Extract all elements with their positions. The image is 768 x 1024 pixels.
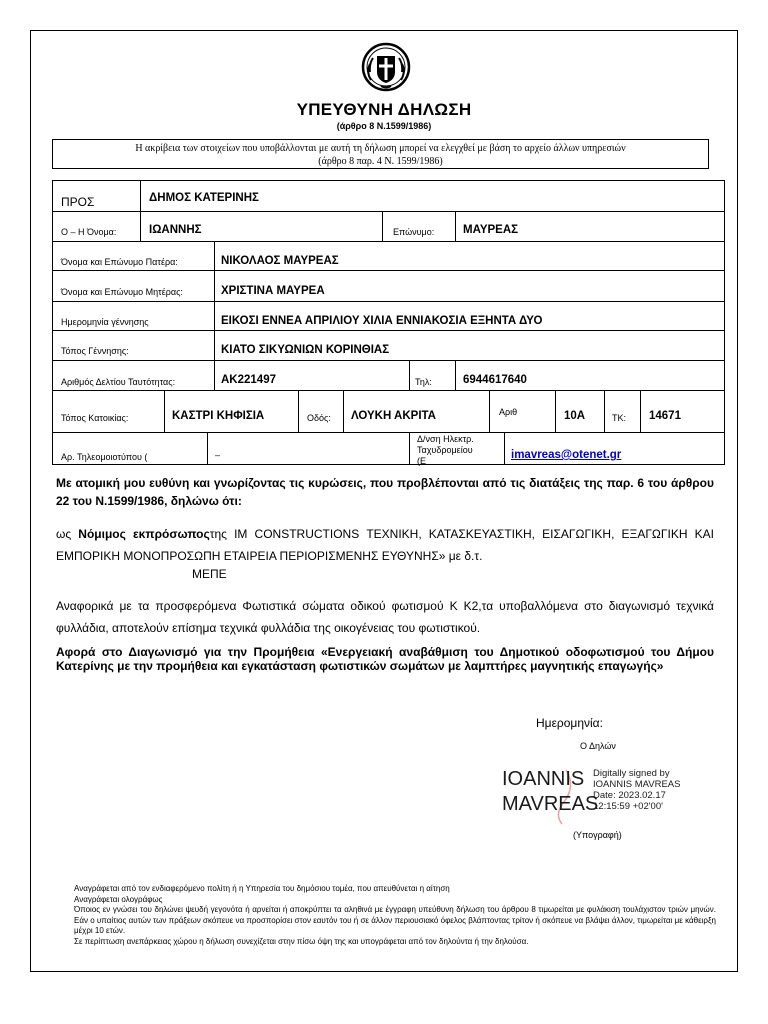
date-label: Ημερομηνία: (536, 716, 603, 730)
number-label: Αριθ (499, 407, 518, 417)
signer-name-first: IOANNIS (502, 768, 585, 790)
phone-value: 6944617640 (463, 374, 527, 386)
email-label-line1: Δ/νση Ηλεκτρ. (417, 434, 474, 444)
email-label-line3: (Ε (417, 456, 426, 466)
signed-time-line: 12:15:59 +02'00' (593, 801, 663, 812)
signed-name-line: IOANNIS MAVREAS (593, 779, 681, 790)
id-label: Αριθμός Δελτίου Ταυτότητας: (61, 377, 176, 387)
signed-by-line: Digitally signed by (593, 768, 670, 779)
email-label-line2: Ταχυδρομείου (417, 445, 473, 455)
document-subtitle: (άρθρο 8 Ν.1599/1986) (336, 121, 432, 131)
fax-label: Αρ. Τηλεομοιοτύπου ( (61, 452, 148, 462)
signature-caption: (Υπογραφή) (573, 830, 622, 840)
id-value: ΑΚ221497 (221, 374, 276, 386)
surname-label: Επώνυμο: (393, 227, 435, 237)
signer-name-last: MAVREAS (502, 793, 599, 815)
technical-sheets-paragraph: Αναφορικά με τα προσφερόμενα Φωτιστικά σώματα οδικού φωτισμού Κ Κ2,τα υποβαλλόμενα στο διαγωνισμό τεχνικά φυλλάδια, αποτελούν επίσημα τεχνικά φυλλάδια της οικογένειας του φωτιστικού. (56, 599, 714, 635)
street-value: ΛΟΥΚΗ ΑΚΡΙΤΑ (351, 410, 436, 422)
accuracy-note-line2: (άρθρο 8 παρ. 4 Ν. 1599/1986) (318, 156, 443, 167)
father-label: Όνομα και Επώνυμο Πατέρα: (61, 257, 178, 267)
rep-title: Νόμιμος εκπρόσωπος (78, 527, 210, 541)
representative-paragraph (56, 523, 714, 567)
name-label: Ο – Η Όνομα: (61, 227, 117, 237)
postcode-value: 14671 (649, 410, 681, 422)
accuracy-note-line1: Η ακρίβεια των στοιχείων που υποβάλλονται με αυτή τη δήλωση μπορεί να ελεγχθεί με βάση το αρχείο άλλων υπηρεσιών (135, 143, 626, 154)
footer-notes (74, 884, 716, 947)
to-value: ΔΗΜΟΣ ΚΑΤΕΡΙΝΗΣ (149, 192, 259, 204)
mother-value: ΧΡΙΣΤΙΝΑ ΜΑΥΡΕΑ (221, 285, 325, 297)
postcode-label: ΤΚ: (612, 413, 627, 423)
declaration-intro: Με ατομική μου ευθύνη και γνωρίζοντας τις κυρώσεις, που προβλέπονται από τις διατάξεις της παρ. 6 του άρθρου 22 του Ν.1599/1986, δηλώνω ότι: (56, 476, 714, 508)
to-label: ΠΡΟΣ (61, 195, 95, 209)
phone-label: Τηλ: (415, 377, 432, 387)
birthdate-label: Ημερομηνία γέννησης (61, 317, 149, 327)
father-value: ΝΙΚΟΛΑΟΣ ΜΑΥΡΕΑΣ (221, 255, 339, 267)
number-value: 10Α (564, 410, 586, 422)
footer-note-4: Σε περίπτωση ανεπάρκειας χώρου η δήλωση συνεχίζεται στην πίσω όψη της και υπογράφεται από τον δηλούντα ή την δηλούσα. (74, 936, 529, 946)
surname-value: ΜΑΥΡΕΑΣ (463, 224, 519, 236)
tender-paragraph: Αφορά στο Διαγωνισμό για την Προμήθεια «Ενεργειακή αναβάθμιση του Δημοτικού οδοφωτισμού του Δήμου Κατερίνης με την προμήθεια και εγκατάσταση φωτιστικών σωμάτων με λαμπτήρες μαγνητικής επαγωγής» (56, 645, 714, 673)
mother-label: Όνομα και Επώνυμο Μητέρας: (61, 287, 183, 297)
email-link[interactable]: imavreas@otenet.gr (511, 449, 622, 461)
residence-value: ΚΑΣΤΡΙ ΚΗΦΙΣΙΑ (172, 410, 265, 422)
birthplace-value: ΚΙΑΤΟ ΣΙΚΥΩΝΙΩΝ ΚΟΡΙΝΘΙΑΣ (221, 344, 390, 356)
street-label: Οδός: (307, 413, 331, 423)
rep-prefix: ως (56, 527, 72, 541)
footer-note-1: Αναγράφεται από τον ενδιαφερόμενο πολίτη ή η Υπηρεσία του δημόσιου τομέα, που απευθύνεται η αίτηση (74, 884, 450, 893)
email-label (417, 434, 474, 467)
footer-note-2: Αναγράφεται ολογράφως (74, 894, 163, 904)
greek-coat-of-arms-icon (361, 42, 411, 92)
accuracy-note (52, 139, 709, 169)
declarant-form (52, 180, 725, 465)
birthplace-label: Τόπος Γέννησης: (61, 346, 129, 356)
declarant-label: Ο Δηλών (580, 741, 616, 751)
signed-date-line: Date: 2023.02.17 (593, 790, 666, 801)
residence-label: Τόπος Κατοικίας: (61, 413, 129, 423)
rep-brand: ΜΕΠΕ (192, 567, 227, 581)
document-title: ΥΠΕΥΘΥΝΗ ΔΗΛΩΣΗ (296, 100, 472, 119)
name-value: ΙΩΑΝΝΗΣ (149, 224, 202, 236)
rep-company: της IM CONSTRUCTIONS ΤΕΧΝΙΚΗ, ΚΑΤΑΣΚΕΥΑΣΤΙΚΗ, ΕΙΣΑΓΩΓΙΚΗ, ΕΞΑΓΩΓΙΚΗ ΚΑΙ ΕΜΠΟΡΙΚΗ ΜΟΝΟΠΡΟΣΩΠΗ ΕΤΑΙΡΕΙΑ ΠΕΡΙΟΡΙΣΜΕΝΗΣ ΕΥΘΥΝΗΣ» με δ.τ. (56, 527, 714, 563)
fax-value: – (215, 450, 221, 460)
digital-signature-info (593, 768, 680, 812)
footer-note-3: Όποιος εν γνώσει του δηλώνει ψευδή γεγονότα ή αρνείται ή αποκρύπτει τα αληθινά με έγγραφη υπεύθυνη δήλωση του άρθρου 8 τιμωρείται με φυλάκιση τουλάχιστον τριών μηνών. Εάν ο υπαίτιος αυτών των πράξεων σκόπευε να προσπορίσει στον εαυτόν του ή σε άλλον περιουσιακό όφελος βλάπτοντας τρίτον ή σκόπευε να βλάψει άλλον, τιμωρείται με κάθειρξη μέχρι 10 ετών. (74, 905, 716, 935)
birthdate-value: ΕΙΚΟΣΙ ΕΝΝΕΑ ΑΠΡΙΛΙΟΥ ΧΙΛΙΑ ΕΝΝΙΑΚΟΣΙΑ ΕΞΗΝΤΑ ΔΥΟ (221, 315, 543, 327)
